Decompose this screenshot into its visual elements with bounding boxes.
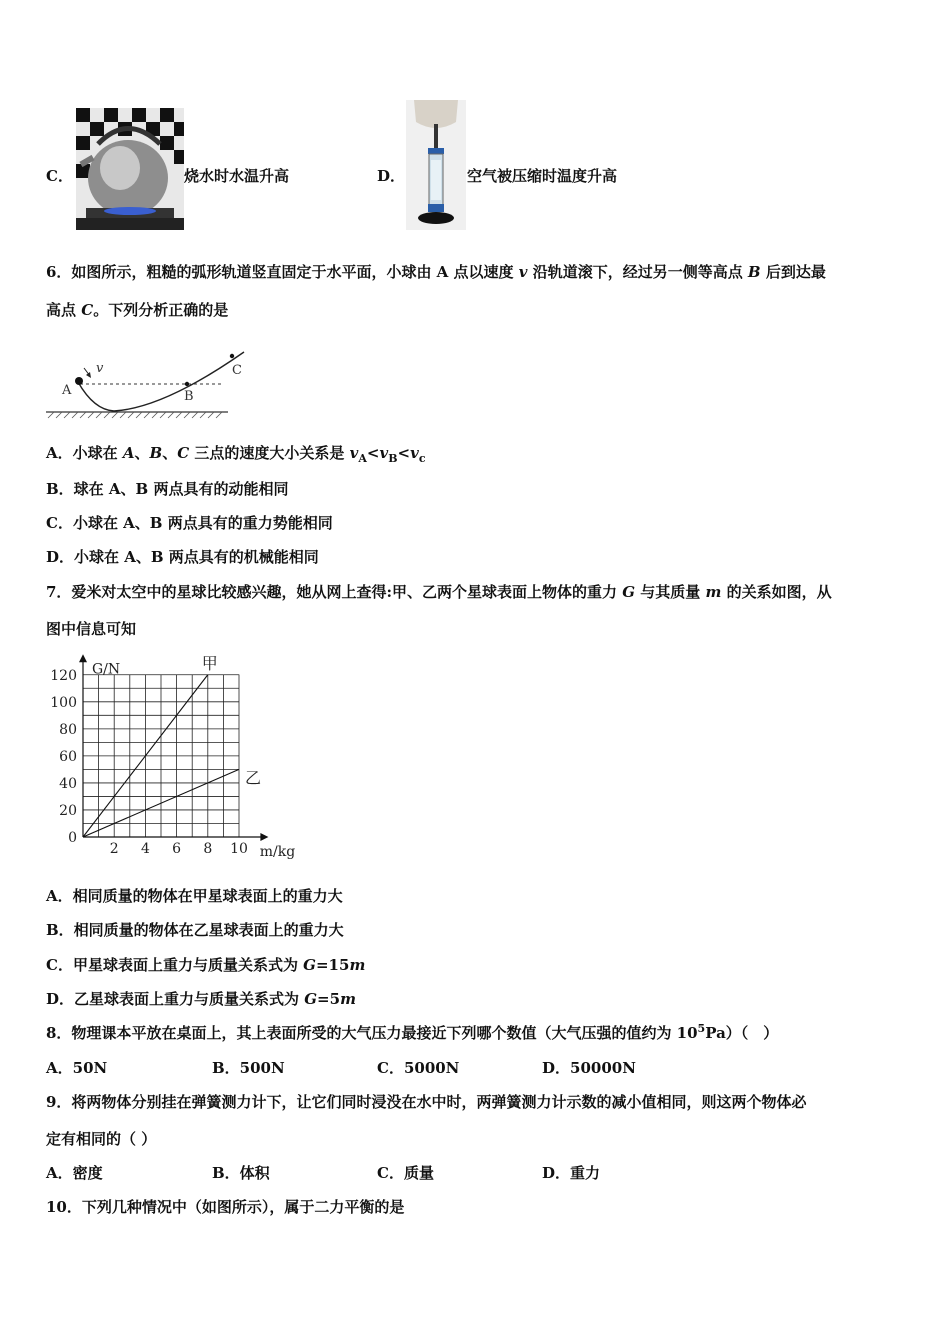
- q6-option-a[interactable]: A．小球在 A、B、C 三点的速度大小关系是 $v_A<v_B<v_c$: [46, 444, 426, 465]
- series-label-1: 甲: [201, 653, 218, 673]
- ball: [75, 377, 83, 385]
- x-axis-arrow: [260, 833, 268, 841]
- q7-stem-line1: 7．爱米对太空中的星球比较感兴趣，她从网上查得:甲、乙两个星球表面上物体的重力 G 与其质量 m 的关系如图，从: [46, 583, 832, 601]
- q6-stem-line2: 高点 C。下列分析正确的是: [46, 301, 229, 319]
- q9-option-d[interactable]: D．重力: [542, 1164, 601, 1182]
- q8-option-d[interactable]: D．50000N: [542, 1059, 636, 1077]
- x-tick-label: 8: [203, 841, 213, 857]
- q8-option-c[interactable]: C．5000N: [377, 1059, 460, 1077]
- q10-stem: 10．下列几种情况中（如图所示），属于二力平衡的是: [46, 1198, 405, 1216]
- q5-option-d-label[interactable]: D．: [377, 167, 406, 185]
- q8-stem: 8．物理课本平放在桌面上，其上表面所受的大气压力最接近下列哪个数值（大气压强的值约为 $10^5Pa$）（ ）: [46, 1022, 779, 1042]
- q9-option-b[interactable]: B．体积: [212, 1164, 270, 1182]
- q8-option-b[interactable]: B．500N: [212, 1059, 285, 1077]
- series-label-2: 乙: [245, 768, 262, 788]
- kettle-photo: [76, 108, 184, 230]
- q5-option-d-image: [406, 100, 466, 230]
- q9-stem-line1: 9．将两物体分别挂在弹簧测力计下，让它们同时浸没在水中时，两弹簧测力计示数的减小值相同，则这两个物体必: [46, 1093, 807, 1111]
- y-tick-label: 120: [50, 667, 77, 684]
- y-tick-label: 20: [59, 802, 77, 819]
- q7-option-b[interactable]: B．相同质量的物体在乙星球表面上的重力大: [46, 921, 344, 939]
- q6-option-c[interactable]: C．小球在 A、B 两点具有的重力势能相同: [46, 514, 333, 532]
- y-tick-label: 60: [59, 748, 77, 765]
- y-tick-label: 80: [59, 721, 77, 738]
- q5-option-c-image: [76, 108, 184, 230]
- x-tick-label: 10: [230, 841, 248, 857]
- q9-option-a[interactable]: A．密度: [46, 1164, 103, 1182]
- x-tick-label: 4: [140, 841, 150, 857]
- q7-option-a[interactable]: A．相同质量的物体在甲星球表面上的重力大: [46, 887, 343, 905]
- q6-option-d[interactable]: D．小球在 A、B 两点具有的机械能相同: [46, 548, 319, 566]
- q7-stem-line2: 图中信息可知: [46, 620, 137, 638]
- x-tick-label: 2: [109, 841, 119, 857]
- y-tick-label: 0: [68, 830, 77, 846]
- q6-track-figure: [44, 348, 242, 427]
- q6-option-b[interactable]: B．球在 A、B 两点具有的动能相同: [46, 480, 289, 498]
- air-pump-photo: [406, 100, 466, 230]
- label-v: v: [96, 361, 104, 376]
- x-tick-label: 6: [172, 841, 182, 857]
- q7-option-d[interactable]: D．乙星球表面上重力与质量关系式为 G=5m: [46, 990, 356, 1008]
- q8-option-a[interactable]: A．50N: [46, 1059, 108, 1077]
- q7-chart: [40, 655, 300, 869]
- label-a: A: [62, 383, 72, 398]
- q5-option-d-text: 空气被压缩时温度升高: [467, 167, 618, 185]
- q9-option-c[interactable]: C．质量: [377, 1164, 434, 1182]
- y-axis-arrow: [79, 654, 87, 662]
- q7-option-c[interactable]: C．甲星球表面上重力与质量关系式为 G=15m: [46, 956, 366, 974]
- label-b: B: [184, 389, 194, 404]
- q5-option-c-text: 烧水时水温升高: [184, 167, 290, 185]
- x-axis-label: m/kg: [259, 844, 296, 860]
- gravity-mass-chart: [40, 655, 300, 865]
- y-tick-label: 40: [59, 775, 77, 792]
- y-axis-label: G/N: [92, 661, 121, 678]
- q5-option-c-label[interactable]: C．: [46, 167, 73, 185]
- q9-stem-line2: 定有相同的（ ）: [46, 1130, 157, 1148]
- y-tick-label: 100: [50, 694, 77, 711]
- q6-stem-line1: 6．如图所示，粗糙的弧形轨道竖直固定于水平面，小球由 A 点以速度 v 沿轨道滚下，经过另一侧等高点 B 后到达最: [46, 263, 826, 281]
- label-c: C: [232, 363, 242, 378]
